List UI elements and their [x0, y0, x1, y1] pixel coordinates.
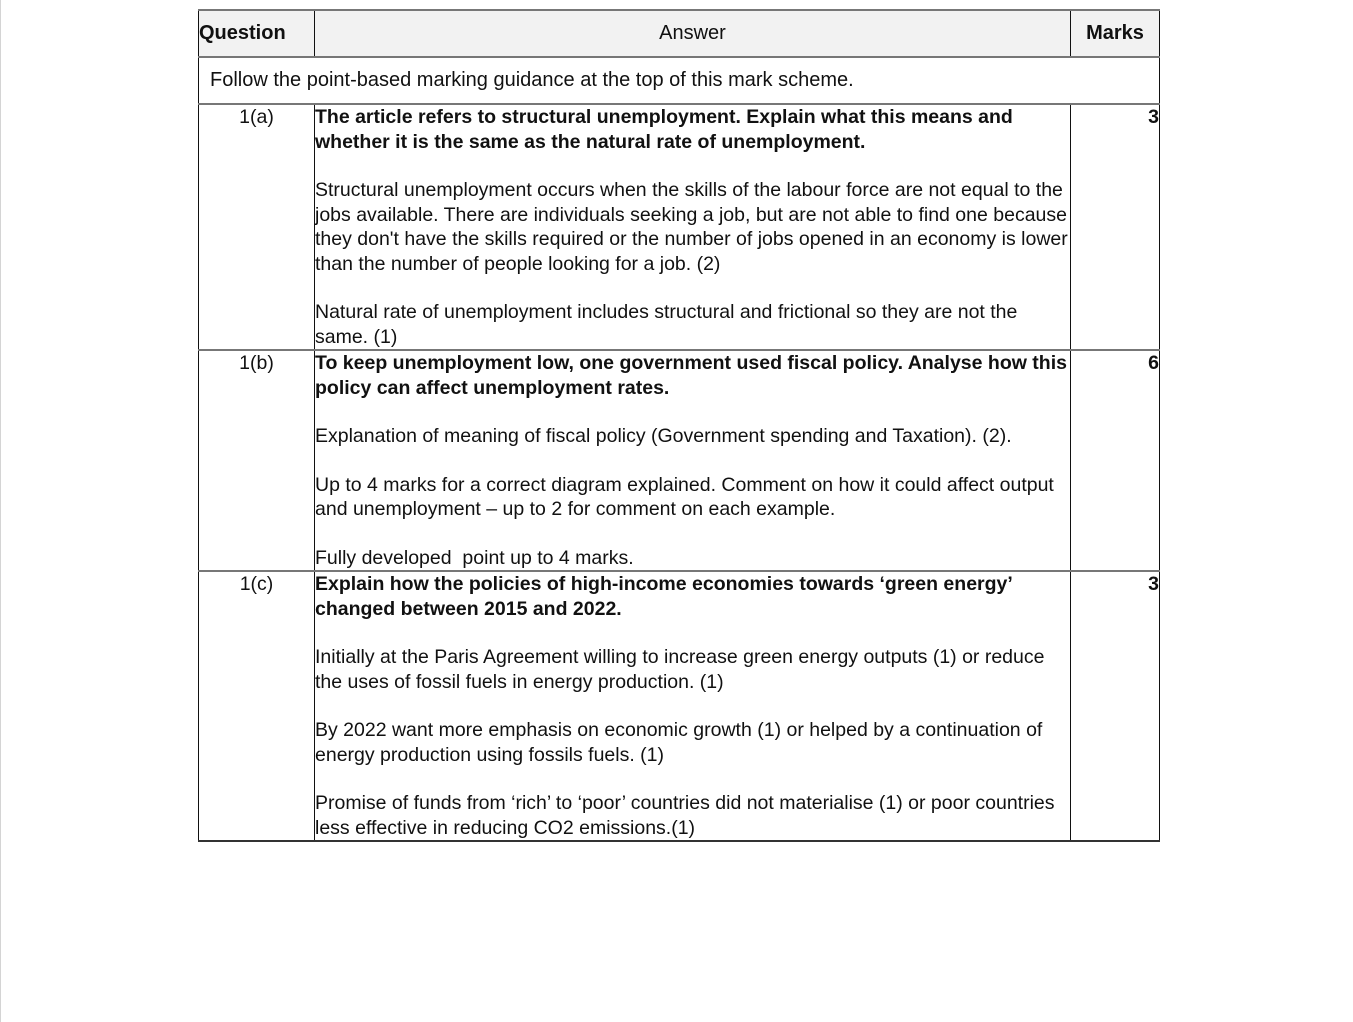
answer-point: By 2022 want more emphasis on economic growth (1) or helped by a continuation of energy production using fossils fuels. (1): [315, 719, 1043, 766]
answer-point: Fully developed point up to 4 marks.: [315, 546, 634, 569]
answer-cell: [315, 350, 1071, 571]
marks-value: 3: [1071, 104, 1160, 350]
answer-point: Explanation of meaning of fiscal policy (Government spending and Taxation). (2).: [315, 425, 1012, 447]
header-answer: Answer: [315, 10, 1071, 57]
header-question: Question: [199, 10, 315, 57]
answer-point: Initially at the Paris Agreement willing to increase green energy outputs (1) or reduce the uses of fossil fuels in energy production. (1): [315, 646, 1045, 693]
question-text: Explain how the policies of high-income economies towards ‘green energy’ changed between 2015 and 2022.: [315, 573, 1012, 620]
question-number: 1(c): [199, 571, 315, 841]
answer-point: Up to 4 marks for a correct diagram explained. Comment on how it could affect output and unemployment – up to 2 for comment on each example.: [315, 473, 1054, 520]
question-text: The article refers to structural unemployment. Explain what this means and whether it is the same as the natural rate of unemployment.: [315, 106, 1013, 153]
table-row-1c: [199, 571, 1160, 841]
table-header-row: [199, 10, 1160, 57]
guidance-row: [199, 57, 1160, 104]
marks-value: 3: [1071, 571, 1160, 841]
answer-point: Natural rate of unemployment includes structural and frictional so they are not the same. (1): [315, 301, 1018, 348]
marks-value: 6: [1071, 350, 1160, 571]
answer-cell: [315, 104, 1071, 350]
answer-cell: [315, 571, 1071, 841]
guidance-text: Follow the point-based marking guidance at the top of this mark scheme.: [199, 57, 1160, 104]
question-number: 1(a): [199, 104, 315, 350]
table-row-1b: [199, 350, 1160, 571]
table-row-1a: [199, 104, 1160, 350]
answer-point: Promise of funds from ‘rich’ to ‘poor’ countries did not materialise (1) or poor countries less effective in reducing CO2 emissions.(1): [315, 792, 1055, 839]
header-marks: Marks: [1071, 10, 1160, 57]
mark-scheme-table: [198, 9, 1160, 842]
question-text: To keep unemployment low, one government used fiscal policy. Analyse how this policy can affect unemployment rates.: [315, 352, 1067, 399]
page-edge: [0, 0, 1, 1022]
answer-point: Structural unemployment occurs when the skills of the labour force are not equal to the jobs available. There are individuals seeking a job, but are not able to find one because they don't have the skills required or the number of jobs opened in an economy is lower than the number of people looking for a job. (2): [315, 179, 1068, 275]
question-number: 1(b): [199, 350, 315, 571]
